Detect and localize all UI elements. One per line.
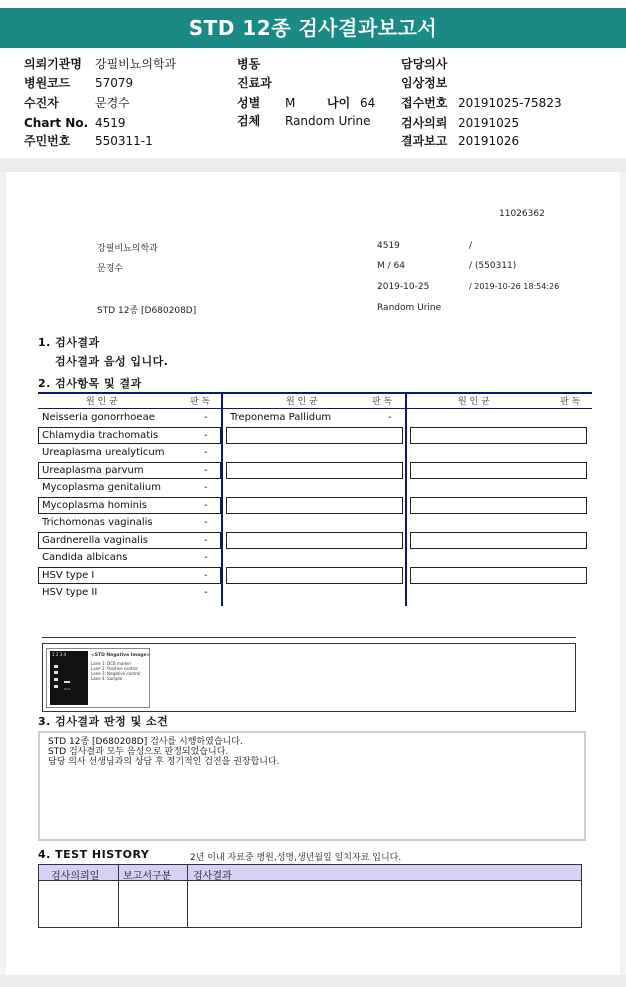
- history-col-request-date: 검사의뢰일: [51, 871, 100, 882]
- label-birth: / (550311): [469, 261, 517, 271]
- section1-title: 1. 검사결과: [38, 336, 100, 349]
- institution-value: 강필비뇨의학과: [95, 57, 177, 71]
- rrn-label: 주민번호: [24, 134, 71, 148]
- specimen-label: 검체: [237, 114, 261, 128]
- doctor-label: 담당의사: [401, 57, 448, 71]
- age-label: 나이: [327, 96, 351, 110]
- organism-result: -: [204, 552, 208, 563]
- col3-res-header: 판 독: [560, 397, 581, 407]
- sex-label: 성별: [237, 96, 261, 110]
- label-patient: 문경수: [97, 264, 124, 274]
- opinion-line: STD 12종 [D680208D] 검사를 시행하였습니다.: [48, 737, 243, 747]
- organism-result: -: [204, 447, 208, 458]
- gel-photo: [50, 651, 88, 705]
- barcode-number: 11026362: [499, 209, 545, 219]
- specimen-value: Random Urine: [285, 114, 371, 128]
- organism-name: Mycoplasma hominis: [42, 500, 147, 511]
- label-report-datetime: / 2019-10-26 18:54:26: [469, 282, 560, 291]
- row-box: [226, 532, 403, 549]
- request-value: 20191025: [458, 116, 520, 130]
- gel-lane-numbers: 1 2 3 4: [52, 652, 66, 657]
- organism-name: Chlamydia trachomatis: [42, 430, 159, 441]
- label-sex-age: M / 64: [377, 261, 405, 271]
- report-title: STD 12종 검사결과보고서: [0, 8, 626, 48]
- header-right: [401, 57, 611, 157]
- receipt-label: 접수번호: [401, 96, 448, 110]
- dept-label: 진료과: [237, 76, 272, 90]
- hospital-code-value: 57079: [95, 76, 134, 90]
- header-left: [24, 57, 224, 157]
- clinical-label: 임상정보: [401, 76, 448, 90]
- gel-legend-line: Lane 1: DCB marker: [91, 661, 132, 666]
- section3-title: 3. 검사결과 판정 및 소견: [38, 715, 169, 728]
- receipt-value: 20191025-75823: [458, 96, 562, 110]
- header-middle: [237, 57, 397, 157]
- organism-name: HSV type II: [42, 587, 98, 598]
- gel-band: [54, 671, 58, 674]
- report-value: 20191026: [458, 134, 520, 148]
- patient-value: 문경수: [95, 96, 130, 110]
- organism-result: -: [204, 500, 208, 511]
- section4-title: 4. TEST HISTORY: [38, 848, 150, 861]
- sex-value: M: [285, 96, 296, 110]
- section2-title: 2. 검사항목 및 결과: [38, 377, 142, 390]
- ward-label: 병동: [237, 57, 261, 71]
- label-clinic: 강필비뇨의학과: [97, 244, 158, 254]
- organism-result: -: [204, 587, 208, 598]
- organism-result: -: [204, 570, 208, 581]
- gel-legend-line: Lane 4: Sample: [91, 676, 123, 681]
- history-col-result: 검사결과: [193, 871, 232, 882]
- organism-name: Treponema Pallidum: [230, 412, 332, 423]
- rrn-value: 550311-1: [95, 134, 153, 148]
- organism-name: Ureaplasma parvum: [42, 465, 144, 476]
- label-collect-date: 2019-10-25: [377, 282, 430, 292]
- gel-band: [54, 665, 58, 668]
- col2-res-header: 판 독: [372, 397, 393, 407]
- divider-line: [42, 637, 576, 638]
- row-box: [410, 497, 587, 514]
- col2-org-header: 원 인 균: [286, 397, 318, 407]
- gel-legend: [91, 653, 150, 681]
- gel-legend-title: <STD Negative Image>: [91, 653, 151, 658]
- results-table-header-rule: [38, 408, 592, 409]
- row-box: [410, 567, 587, 584]
- chart-value: 4519: [95, 116, 126, 130]
- organism-name: Gardnerella vaginalis: [42, 535, 148, 546]
- gel-image: [46, 648, 150, 708]
- organism-result: -: [204, 412, 208, 423]
- col1-res-header: 판 독: [190, 397, 211, 407]
- page-shade-left: [0, 172, 6, 987]
- column-separator-1: [221, 392, 223, 606]
- organism-result: -: [204, 465, 208, 476]
- gel-legend-line: Lane 3: Negative control: [91, 671, 141, 676]
- row-box: [226, 497, 403, 514]
- col3-org-header: 원 인 균: [458, 397, 490, 407]
- gel-legend-line: Lane 2: Positive control: [91, 666, 138, 671]
- label-chart: 4519: [377, 241, 400, 251]
- organism-result: -: [388, 412, 392, 423]
- organism-name: Neisseria gonorrhoeae: [42, 412, 155, 423]
- age-value: 64: [360, 96, 376, 110]
- page-shade-right: [620, 172, 626, 987]
- gel-band: [54, 678, 58, 681]
- col1-org-header: 원 인 균: [86, 397, 118, 407]
- organism-result: -: [204, 535, 208, 546]
- row-box: [410, 462, 587, 479]
- gel-band: [54, 685, 58, 688]
- history-col-divider: [187, 865, 188, 927]
- column-separator-2: [405, 392, 407, 606]
- label-test-code: STD 12종 [D680208D]: [97, 306, 197, 316]
- opinion-line: STD 검사결과 모두 음성으로 판정되었습니다.: [48, 747, 229, 757]
- section1-text: 검사결과 음성 입니다.: [55, 355, 169, 368]
- section4-note: 2년 이내 자료중 병원,성명,생년월일 일치자료 입니다.: [190, 853, 402, 863]
- organism-name: Trichomonas vaginalis: [42, 517, 153, 528]
- organism-name: Mycoplasma genitalium: [42, 482, 161, 493]
- row-box: [226, 462, 403, 479]
- hospital-code-label: 병원코드: [24, 76, 71, 90]
- history-col-report-type: 보고서구분: [123, 871, 172, 882]
- request-label: 검사의뢰: [401, 116, 448, 130]
- divider-band: [0, 158, 626, 172]
- label-slash: /: [469, 241, 473, 251]
- chart-label: Chart No.: [24, 116, 89, 130]
- organism-result: -: [204, 517, 208, 528]
- organism-name: Ureaplasma urealyticum: [42, 447, 165, 458]
- patient-label: 수진자: [24, 96, 59, 110]
- organism-result: -: [204, 482, 208, 493]
- gel-band: [64, 681, 70, 683]
- label-specimen: Random Urine: [377, 303, 442, 313]
- row-box: [410, 427, 587, 444]
- history-table-header: [39, 865, 581, 881]
- organism-name: HSV type I: [42, 570, 95, 581]
- history-table: [38, 864, 582, 928]
- organism-name: Candida albicans: [42, 552, 128, 563]
- gel-mark: DDS: [64, 687, 71, 691]
- opinion-box: [38, 731, 586, 841]
- opinion-line: 담당 의사 선생님과의 상담 후 정기적인 검진을 권장합니다.: [48, 757, 280, 767]
- institution-label: 의뢰기관명: [24, 57, 82, 71]
- row-box: [226, 567, 403, 584]
- row-box: [410, 532, 587, 549]
- report-label: 결과보고: [401, 134, 448, 148]
- organism-result: -: [204, 430, 208, 441]
- history-col-divider: [118, 865, 119, 927]
- row-box: [226, 427, 403, 444]
- bottom-band: [0, 975, 626, 987]
